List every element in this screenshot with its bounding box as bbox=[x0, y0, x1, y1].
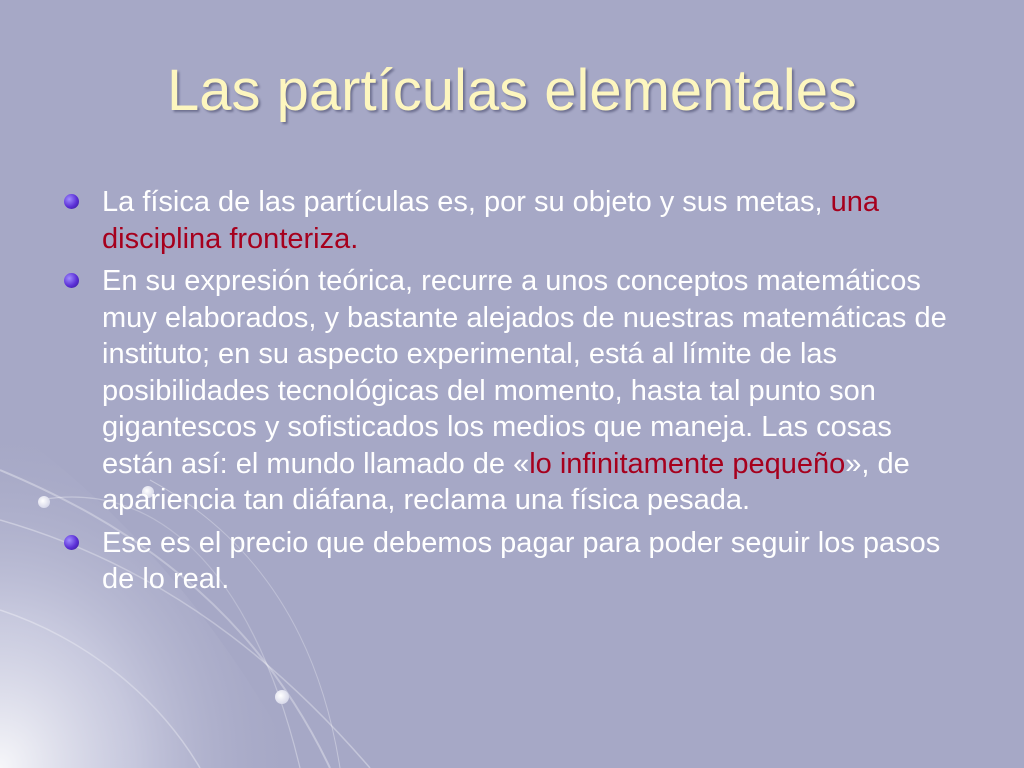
bullet-list bbox=[60, 184, 960, 604]
bullet-item bbox=[60, 184, 960, 257]
bullet-dot-icon bbox=[64, 194, 79, 209]
bullet-dot-icon bbox=[64, 273, 79, 288]
bullet-text: », de apariencia tan diáfana, reclama una física pesada. bbox=[102, 447, 910, 516]
bullet-item bbox=[60, 263, 960, 519]
decor-orb bbox=[275, 690, 289, 704]
slide-title: Las partículas elementales bbox=[167, 58, 857, 123]
bullet-text: En su expresión teórica, recurre a unos conceptos matemáticos muy elaborados, y bastante alejados de nuestras matemáticas de instituto; en su aspecto experimental, está al límite de las posibilidades tecnológicas del momento, hasta tal punto son gigantescos y sofisticados los medios que maneja. Las cosas están así: el mundo llamado de « bbox=[102, 265, 947, 480]
bullet-text: Ese es el precio que debemos pagar para poder seguir los pasos de lo real. bbox=[102, 526, 941, 595]
bullet-text: La física de las partículas es, por su objeto y sus metas, bbox=[102, 186, 831, 218]
highlighted-text: lo infinitamente pequeño bbox=[529, 447, 846, 480]
bullet-item bbox=[60, 525, 960, 598]
highlighted-text: una disciplina fronteriza. bbox=[102, 186, 879, 255]
decor-orb bbox=[38, 496, 50, 508]
bullet-dot-icon bbox=[64, 535, 79, 550]
